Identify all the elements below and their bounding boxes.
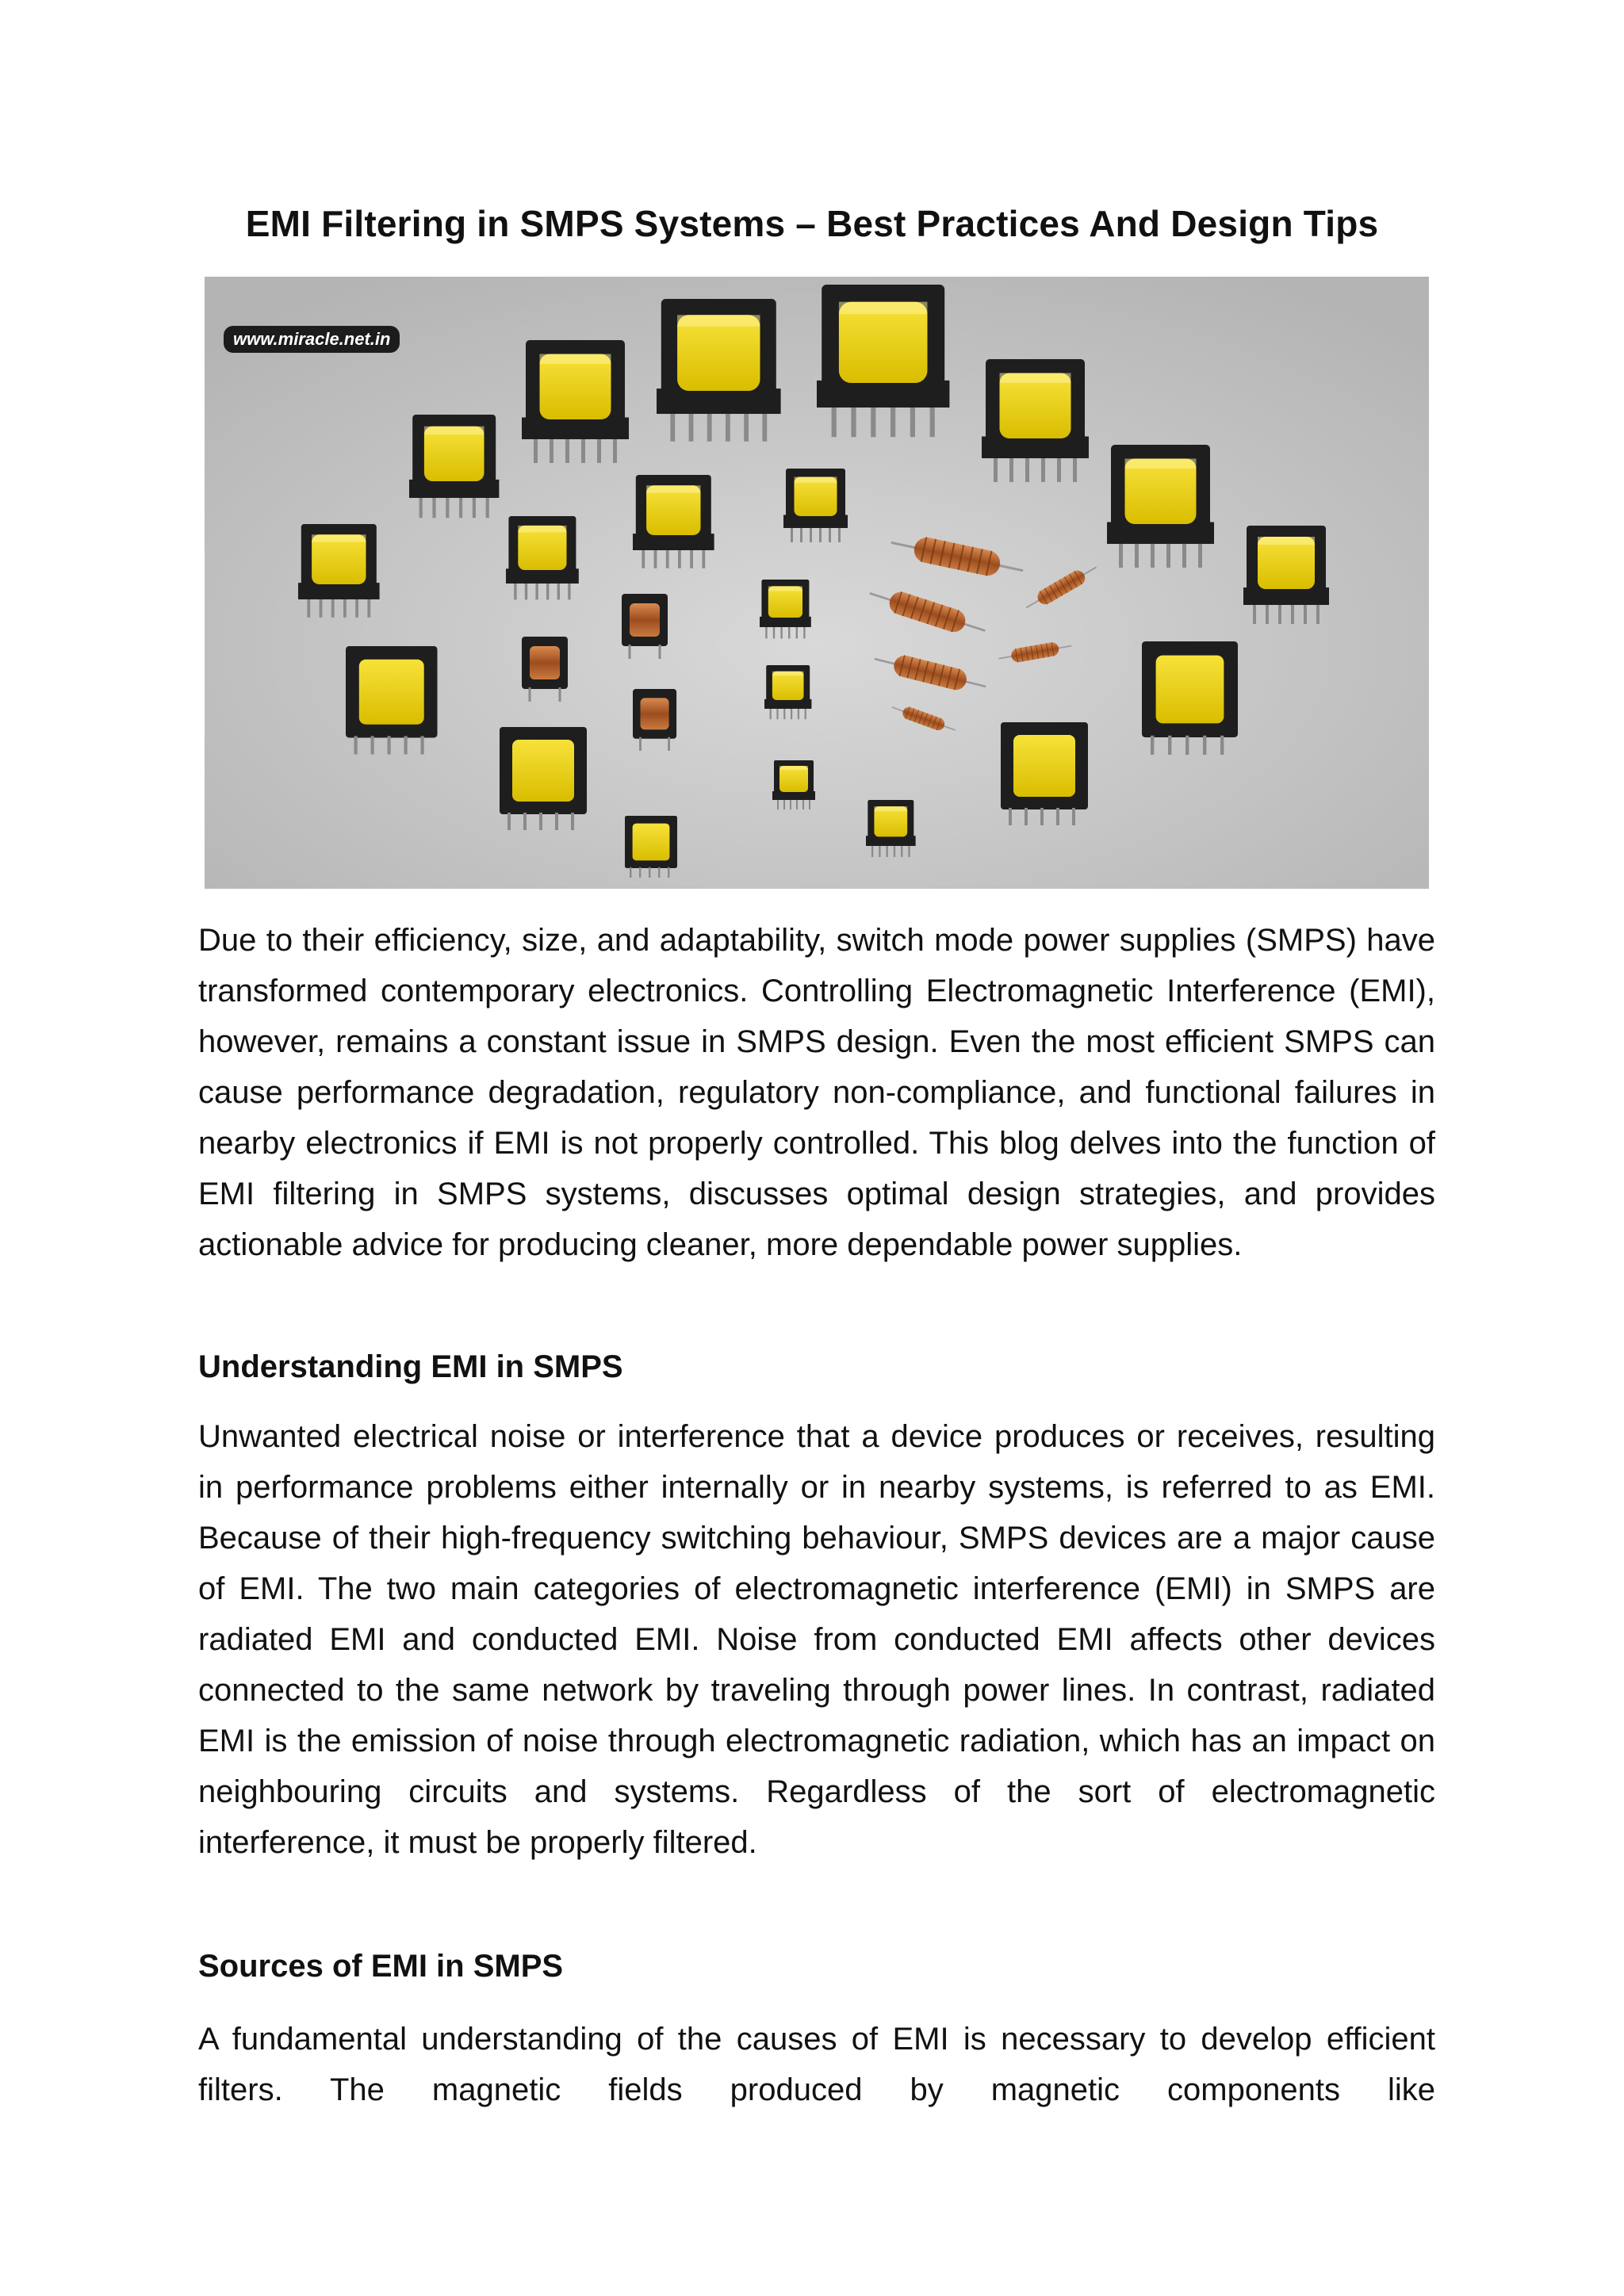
intro-paragraph: Due to their efficiency, size, and adaptability, switch mode power supplies (SMPS) have transformed contemporary electronics. Controlling Electromagnetic Interference (EMI), however, remains a constant issue in SMPS design. Even the most efficient SMPS can cause performance degradation, regulatory non-compliance, and functional failures in nearby electronics if EMI is not properly controlled. This blog delves into the function of EMI filtering in SMPS systems, discusses optimal design strategies, and provides actionable advice for producing cleaner, more dependable power supplies. xyxy=(198,923,1435,1262)
watermark-label: www.miracle.net.in xyxy=(224,326,400,353)
section-heading-sources: Sources of EMI in SMPS xyxy=(198,1949,564,1984)
page-title: EMI Filtering in SMPS Systems – Best Practices And Design Tips xyxy=(245,203,1379,244)
hero-image xyxy=(205,277,1429,889)
section-heading-understanding: Understanding EMI in SMPS xyxy=(198,1349,623,1384)
understanding-paragraph: Unwanted electrical noise or interference that a device produces or receives, resulting in performance problems either internally or in nearby systems, is referred to as EMI. Because of their high-frequency switching behaviour, SMPS devices are a major cause of EMI. The two main categories of electromagnetic interference (EMI) in SMPS are radiated EMI and conducted EMI. Noise from conducted EMI affects other devices connected to the same network by traveling through power lines. In contrast, radiated EMI is the emission of noise through electromagnetic radiation, which has an impact on neighbouring circuits and systems. Regardless of the sort of electromagnetic interference, it must be properly filtered. xyxy=(198,1419,1435,1860)
sources-paragraph: A fundamental understanding of the causes of EMI is necessary to develop efficient filters. The magnetic fields produced by magnetic components like xyxy=(198,2022,1435,2107)
transformers-photo xyxy=(205,277,1429,889)
